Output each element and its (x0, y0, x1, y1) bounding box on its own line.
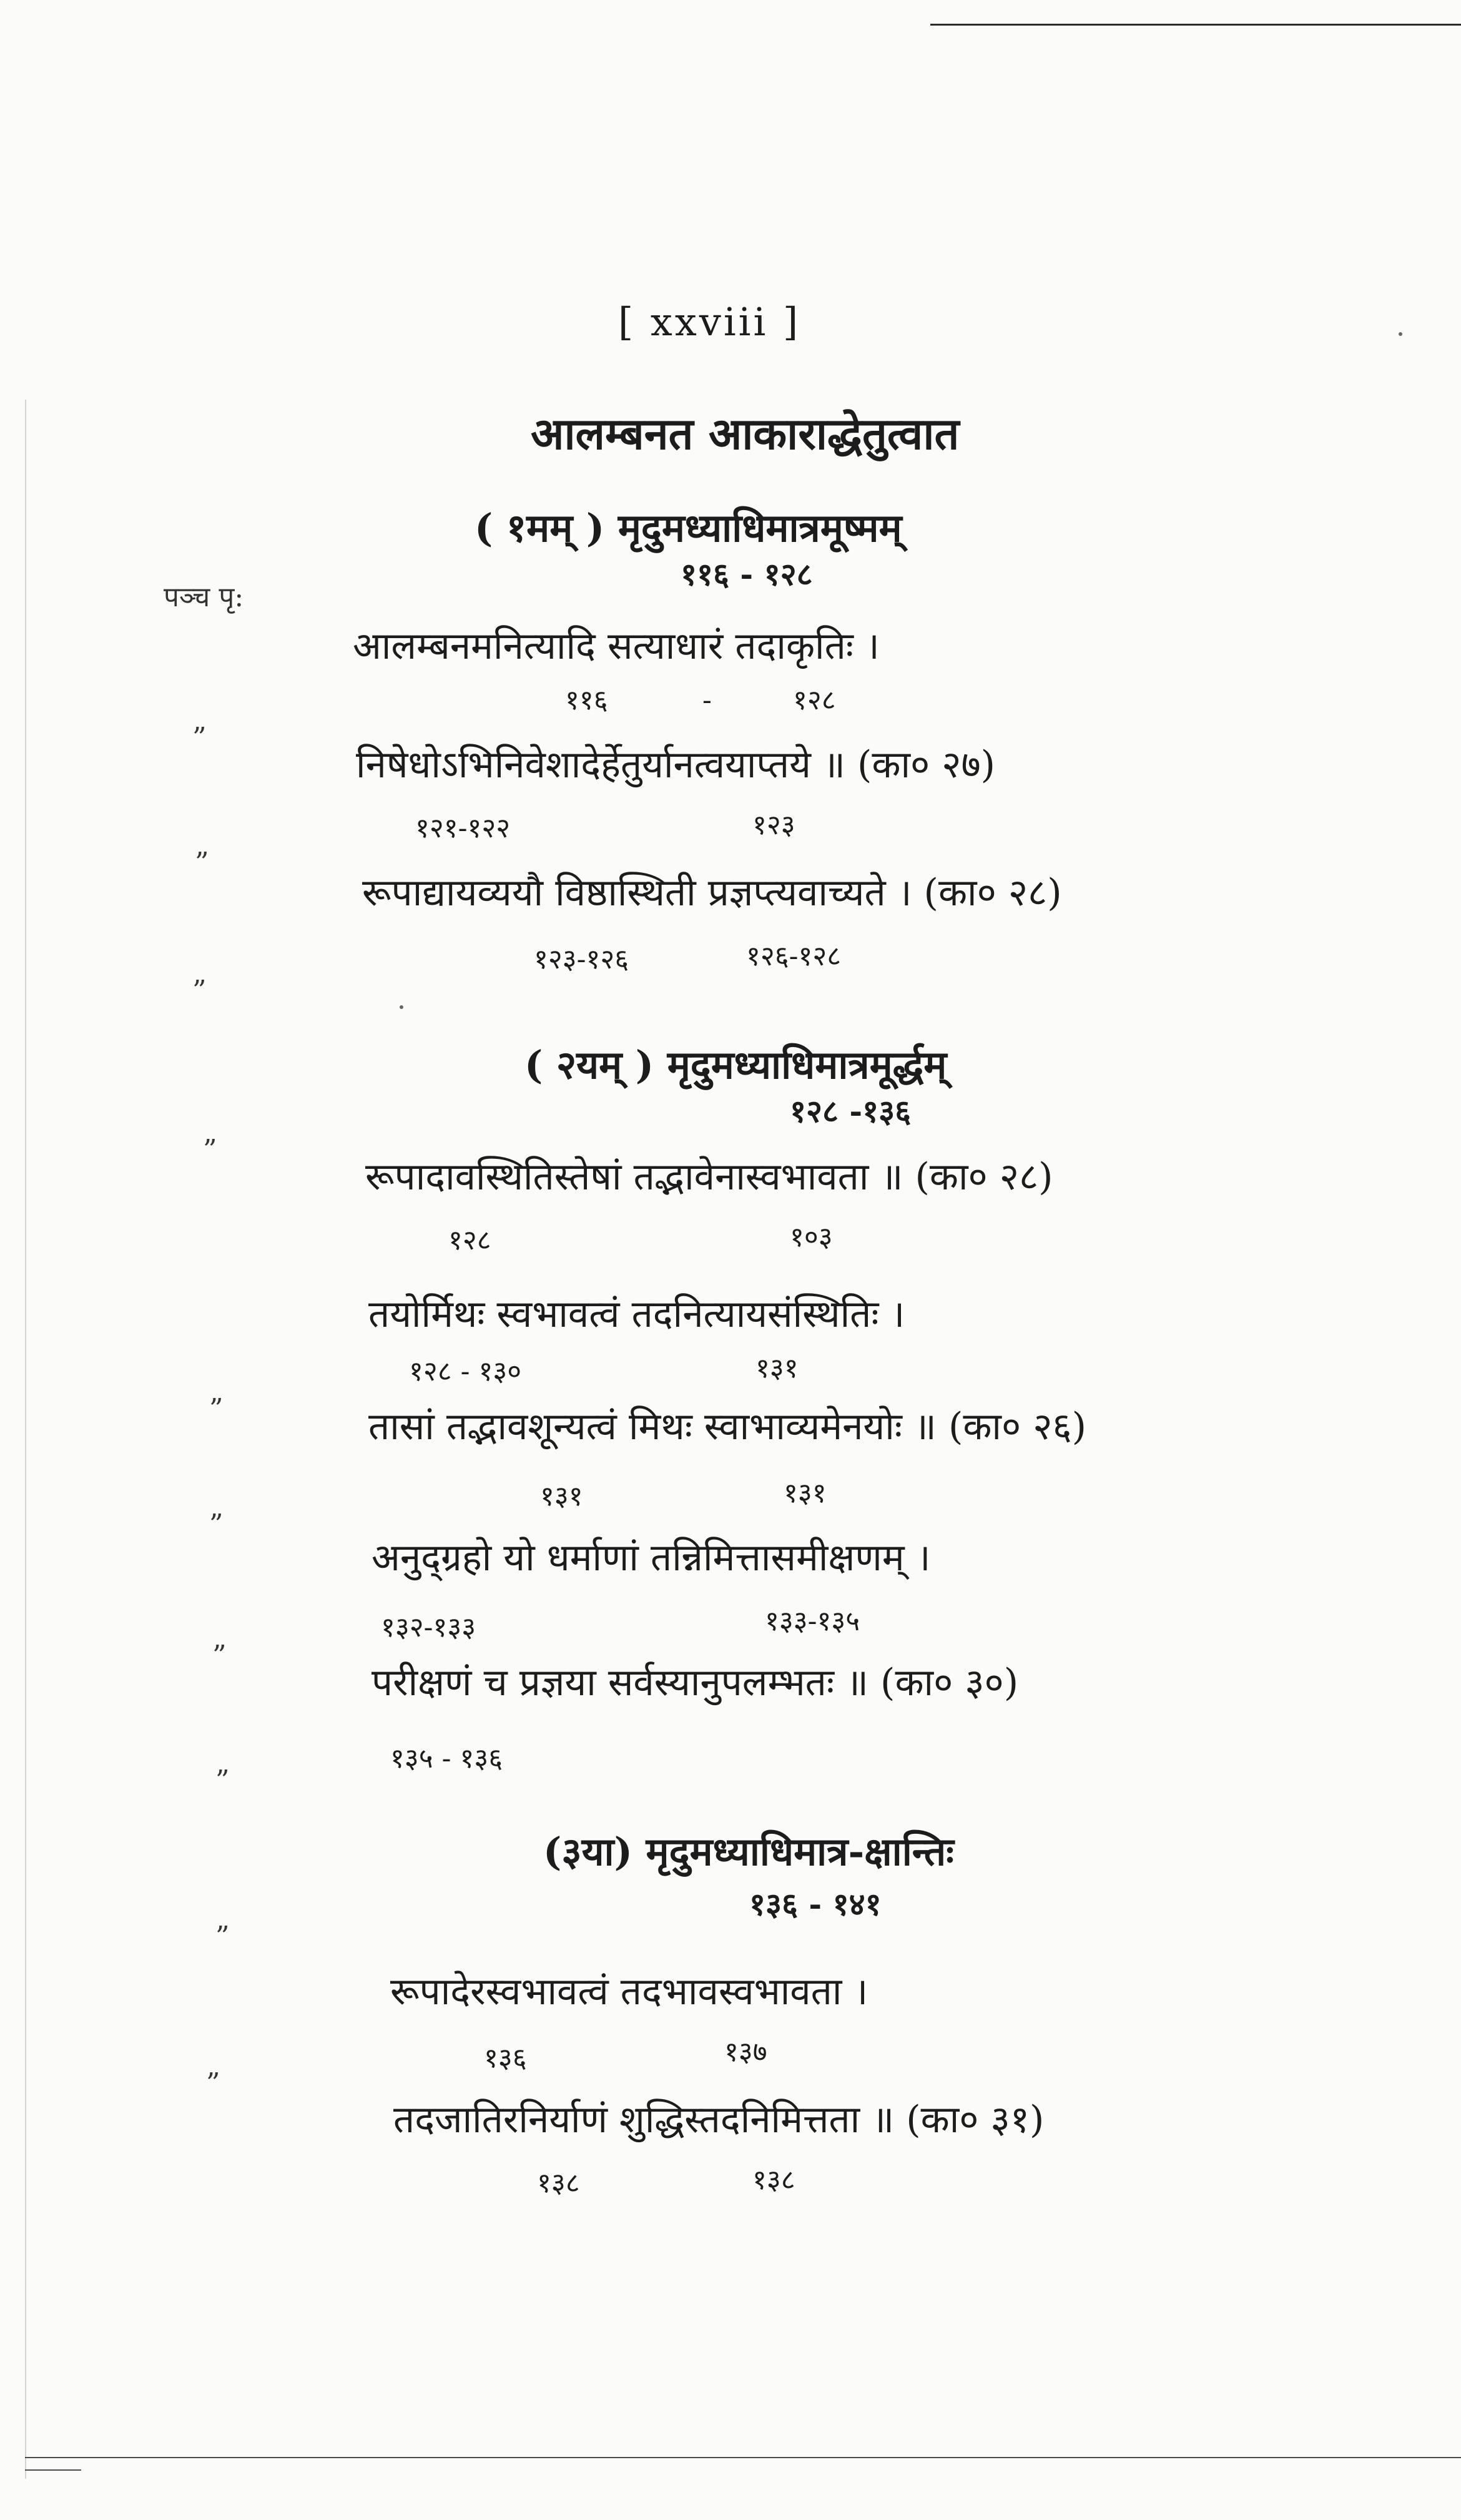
verse-line: अनुद्ग्रहो यो धर्माणां तन्निमित्तासमीक्षणम् । (371, 1536, 931, 1580)
verse-ref: १२८ - १३० (409, 1356, 522, 1387)
verse-ref: ११६ (565, 684, 608, 716)
verse-ref: १३८ (537, 2167, 580, 2199)
verse-ref: १२१-१२२ (415, 812, 511, 844)
page-title: आलम्बनत आकाराद्धेतुत्वात (531, 408, 960, 460)
verse-ref: १२३-१२६ (534, 943, 629, 975)
verse-ref: १२८ (448, 1224, 491, 1256)
verse-line: रूपाद्यायव्ययौ विष्ठास्थिती प्रज्ञप्त्यवाच्यते । (का० २८) (362, 871, 1062, 915)
section-range: १३६ - १४१ (749, 1886, 882, 1922)
verse-ref: १३१ (540, 1480, 583, 1512)
ditto-mark: ” (195, 847, 209, 879)
verse-ref: - (702, 684, 712, 716)
verse-ref: १३२-१३३ (381, 1612, 476, 1643)
ditto-mark: ” (203, 1134, 217, 1166)
side-label: पञ्च पृ: (164, 581, 244, 613)
verse-ref: १२८ (793, 684, 836, 716)
verse-line: आलम्बनमनित्यादि सत्याधारं तदाकृतिः । (353, 624, 880, 668)
page-number: [ xxviii ] (618, 299, 801, 345)
bottom-rule-mark (25, 2469, 81, 2471)
verse-ref: १२६-१२८ (746, 940, 842, 972)
ditto-mark: ” (215, 1921, 230, 1952)
verse-ref: १३५ - १३६ (390, 1743, 503, 1774)
verse-line: परीक्षणं च प्रज्ञया सर्वस्यानुपलम्भतः ॥ (का० ३०) (371, 1661, 1019, 1705)
section-heading: (३या) मृदुमध्याधिमात्र-क्षान्तिः (543, 1829, 954, 1874)
verse-ref: १२३ (752, 809, 795, 841)
ditto-mark: ” (209, 1393, 224, 1425)
section-range: ११६ - १२८ (681, 556, 813, 593)
ditto-mark: ” (206, 2067, 220, 2099)
verse-ref: १३३-१३५ (765, 1605, 860, 1637)
verse-ref: १३६ (484, 2042, 527, 2074)
ditto-mark: ” (215, 1764, 230, 1796)
verse-line: तासां तद्भावशून्यत्वं मिथः स्वाभाव्यमेनयोः ॥ (का० २६) (368, 1405, 1087, 1449)
ditto-mark: ” (192, 722, 207, 754)
ditto-mark: ” (209, 1509, 224, 1540)
ditto-mark: ” (212, 1640, 227, 1671)
verse-line: तयोर्मिथः स्वभावत्वं तदनित्यायसंस्थितिः । (368, 1292, 905, 1336)
speck (400, 1005, 403, 1009)
speck (1399, 332, 1402, 336)
section-range: १२८ -१३६ (790, 1093, 912, 1130)
verse-ref: १३८ (752, 2164, 795, 2196)
verse-ref: १३७ (724, 2036, 767, 2068)
verse-line: रूपादेरस्वभावत्वं तदभावस्वभावता । (390, 1970, 868, 2014)
verse-ref: १३१ (755, 1352, 799, 1384)
page-edge (930, 24, 1461, 26)
bottom-rule (25, 2457, 1461, 2458)
margin-line (25, 400, 26, 2479)
verse-line: रूपादावस्थितिस्तेषां तद्भावेनास्वभावता ॥ (का० २८) (365, 1155, 1053, 1199)
verse-line: तदजातिरनिर्याणं शुद्धिस्तदनिमित्तता ॥ (का० ३१) (393, 2098, 1045, 2142)
ditto-mark: ” (192, 975, 207, 1007)
verse-ref: १३१ (784, 1477, 827, 1509)
verse-ref: १०३ (790, 1221, 833, 1253)
section-heading: ( २यम् ) मृदुमध्याधिमात्रमूर्द्धम् (524, 1042, 947, 1088)
verse-line: निषेधोऽभिनिवेशादेर्हेतुर्यानत्वयाप्तये ॥ (का० २७) (356, 743, 996, 787)
section-heading: ( १मम् ) मृदुमध्याधिमात्रमूष्मम् (475, 505, 902, 551)
